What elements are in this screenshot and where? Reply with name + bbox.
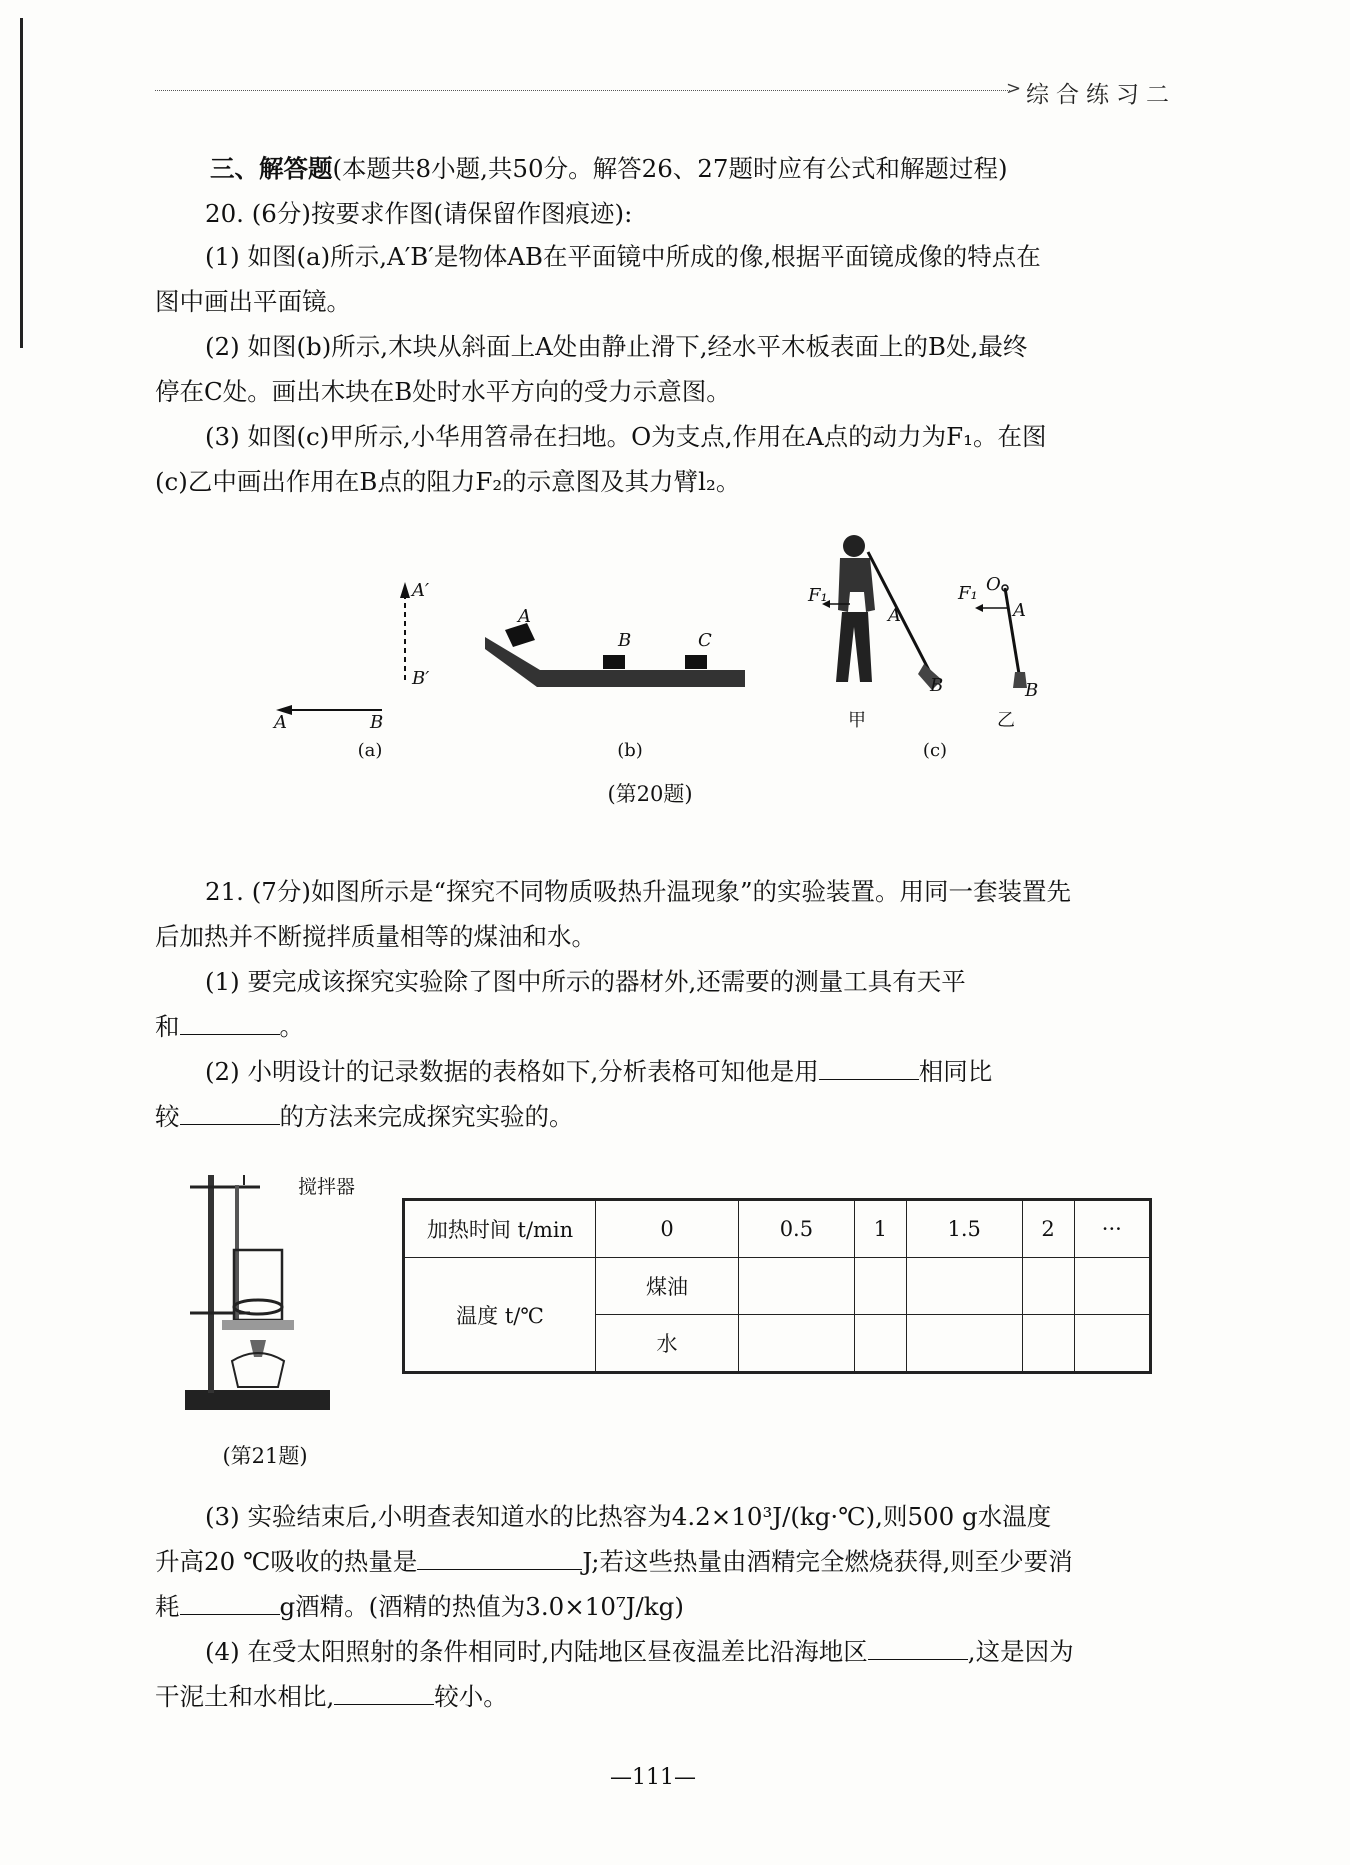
broom-handle — [868, 552, 934, 680]
apparatus-stand-rod — [208, 1175, 214, 1393]
page-edge-bar — [20, 18, 23, 348]
figure-c-jia-person — [820, 532, 950, 692]
q21-part1-line2 — [155, 1010, 304, 1044]
fig-c-yi-o: O — [986, 574, 1001, 595]
answer-blank-7[interactable] — [334, 1680, 434, 1705]
q21-apparatus — [180, 1165, 340, 1425]
q21-p3c-post: g酒精。(酒精的热值为3.0×10⁷J/kg) — [279, 1592, 684, 1621]
lever-f1-arrowhead — [975, 604, 983, 612]
table-time-cell: 1.5 — [906, 1200, 1022, 1258]
q21-part1-line1: (1) 要完成该探究实验除了图中所示的器材外,还需要的测量工具有天平 — [205, 967, 966, 996]
fig-a-label-aprime: A′ — [412, 580, 430, 601]
q20-caption: (第20题) — [607, 782, 693, 806]
table-time-cell: 0.5 — [739, 1200, 855, 1258]
table-time-cell: 2 — [1022, 1200, 1074, 1258]
q21-part2-line1 — [205, 1055, 992, 1089]
q20-stem: 20. (6分)按要求作图(请保留作图痕迹): — [205, 199, 633, 228]
answer-blank-2[interactable] — [819, 1055, 919, 1080]
table-cell[interactable] — [1074, 1258, 1150, 1315]
q21-stem-line1: 21. (7分)如图所示是“探究不同物质吸热升温现象”的实验装置。用同一套装置先 — [205, 877, 1072, 906]
block-c — [685, 655, 707, 669]
q21-p1-post: 。 — [279, 1012, 304, 1041]
q21-p1-pre: 和 — [155, 1012, 180, 1041]
fig-c-jia-a: A — [888, 605, 901, 626]
q21-part3-line3 — [155, 1590, 684, 1624]
fig-b-label-a: A — [518, 606, 531, 627]
beaker — [234, 1250, 282, 1320]
block-b — [603, 655, 625, 669]
q21-p2-pre: (2) 小明设计的记录数据的表格如下,分析表格可知他是用 — [205, 1057, 819, 1086]
q21-stem-line2: 后加热并不断搅拌质量相等的煤油和水。 — [155, 922, 596, 951]
q21-p2b-post: 的方法来完成探究实验的。 — [279, 1102, 574, 1131]
q21-p4a-post: ,这是因为 — [967, 1637, 1074, 1666]
q20-part2-line2: 停在C处。画出木块在B处时水平方向的受力示意图。 — [155, 377, 731, 406]
q21-p4b-pre: 干泥土和水相比, — [155, 1682, 335, 1711]
fig-a-caption: (a) — [357, 740, 383, 761]
q21-p3c-pre: 耗 — [155, 1592, 180, 1621]
q21-p2-post: 相同比 — [918, 1057, 993, 1086]
table-time-cell: 1 — [854, 1200, 906, 1258]
table-cell[interactable] — [1074, 1314, 1150, 1372]
q21-p3b-pre: 升高20 ℃吸收的热量是 — [155, 1547, 418, 1576]
table-row-label-water: 水 — [596, 1314, 739, 1372]
fig-a-label-bprime: B′ — [412, 668, 430, 689]
q20-part3-line2: (c)乙中画出作用在B点的阻力F₂的示意图及其力臂l₂。 — [155, 467, 741, 496]
fig-c-yi-b: B — [1025, 680, 1039, 701]
fig-b-label-c: C — [698, 630, 712, 651]
flame — [250, 1340, 266, 1357]
header-title: 综合练习二 — [1026, 82, 1176, 108]
q21-part2-line2 — [155, 1100, 574, 1134]
table-time-cell: ··· — [1074, 1200, 1150, 1258]
table-header-temp: 温度 t/℃ — [404, 1258, 596, 1373]
person-head — [843, 535, 865, 557]
header-rule — [155, 90, 1010, 91]
q20-part1-line1: (1) 如图(a)所示,A′B′是物体AB在平面镜中所成的像,根据平面镜成像的特点在 — [205, 242, 1041, 271]
fig-b-label-b: B — [618, 630, 632, 651]
section-heading — [210, 152, 1008, 186]
header-arrow-icon: > — [1006, 78, 1022, 99]
table-cell[interactable] — [854, 1314, 906, 1372]
asbestos-gauze — [222, 1320, 294, 1330]
table-cell[interactable] — [1022, 1258, 1074, 1315]
fig-c-jia-f1: F₁ — [808, 585, 828, 606]
q20-part1-line2: 图中画出平面镜。 — [155, 287, 351, 316]
q21-p2b-pre: 较 — [155, 1102, 180, 1131]
q21-part4-line1 — [205, 1635, 1074, 1669]
table-cell[interactable] — [906, 1314, 1022, 1372]
table-cell[interactable] — [854, 1258, 906, 1315]
q21-part3-line1: (3) 实验结束后,小明查表知道水的比热容为4.2×10³J/(kg·℃),则500 g水温度 — [205, 1502, 1052, 1531]
q21-part3-line2 — [155, 1545, 1073, 1579]
fig-c-yi-a: A — [1013, 600, 1026, 621]
answer-blank-5[interactable] — [180, 1590, 280, 1615]
fig-a-label-a: A — [274, 712, 287, 733]
figure-a-mirror — [270, 570, 410, 740]
fig-c-caption: (c) — [922, 740, 948, 761]
table-time-cell: 0 — [596, 1200, 739, 1258]
fig-c-yi-label: 乙 — [997, 710, 1015, 731]
q20-part3-line1: (3) 如图(c)甲所示,小华用笤帚在扫地。O为支点,作用在A点的动力为F₁。在图 — [205, 422, 1047, 451]
section-desc: (本题共8小题,共50分。解答26、27题时应有公式和解题过程) — [332, 154, 1008, 183]
answer-blank-6[interactable] — [868, 1635, 968, 1660]
fig-b-caption: (b) — [617, 740, 643, 761]
answer-blank-1[interactable] — [180, 1010, 280, 1035]
fig-a-label-b: B — [370, 712, 384, 733]
alcohol-lamp — [232, 1353, 284, 1387]
figure-b-incline — [485, 615, 750, 695]
answer-blank-4[interactable] — [417, 1545, 582, 1570]
q21-part4-line2 — [155, 1680, 508, 1714]
fig-c-jia-b: B — [930, 675, 944, 696]
table-row — [404, 1200, 1151, 1258]
table-cell[interactable] — [739, 1314, 855, 1372]
table-row-label-kerosene: 煤油 — [596, 1258, 739, 1315]
table-cell[interactable] — [906, 1258, 1022, 1315]
section-title: 三、解答题 — [210, 154, 333, 183]
q21-p3b-post: J;若这些热量由酒精完全燃烧获得,则至少要消 — [582, 1547, 1073, 1576]
table-cell[interactable] — [739, 1258, 855, 1315]
fig-c-jia-label: 甲 — [848, 710, 866, 731]
liquid-surface — [234, 1300, 282, 1314]
q21-p4b-post: 较小。 — [434, 1682, 508, 1711]
table-header-time: 加热时间 t/min — [404, 1200, 596, 1258]
table-cell[interactable] — [1022, 1314, 1074, 1372]
answer-blank-3[interactable] — [180, 1100, 280, 1125]
q21-p4a-pre: (4) 在受太阳照射的条件相同时,内陆地区昼夜温差比沿海地区 — [205, 1637, 868, 1666]
image-arrowhead — [400, 582, 410, 598]
fig-c-yi-f1: F₁ — [958, 583, 978, 604]
person-legs — [836, 612, 872, 682]
q21-caption: (第21题) — [222, 1444, 308, 1468]
page-number: —111— — [610, 1765, 696, 1790]
stirrer-label: 搅拌器 — [298, 1176, 356, 1198]
table-row — [404, 1258, 1151, 1315]
apparatus-base — [185, 1390, 330, 1410]
q20-part2-line1: (2) 如图(b)所示,木块从斜面上A处由静止滑下,经水平木板表面上的B处,最终 — [205, 332, 1028, 361]
data-table — [402, 1198, 1152, 1374]
